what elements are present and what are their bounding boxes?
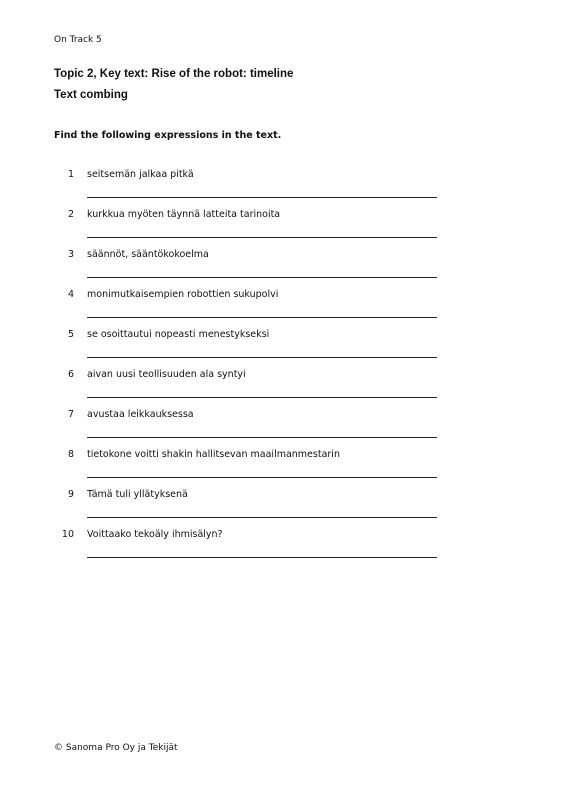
item-number: 1: [67, 169, 74, 180]
answer-line[interactable]: [87, 397, 437, 398]
exercise-item-4: [0, 288, 565, 328]
item-expression: aivan uusi teollisuuden ala syntyi: [87, 369, 246, 380]
item-number: 3: [67, 249, 74, 260]
answer-line[interactable]: [87, 197, 437, 198]
page-header: On Track 5: [54, 35, 102, 45]
exercise-item-2: [0, 208, 565, 248]
copyright-footer: © Sanoma Pro Oy ja Tekijät: [54, 743, 178, 753]
item-expression: Voittaako tekoäly ihmisälyn?: [87, 529, 223, 540]
answer-line[interactable]: [87, 557, 437, 558]
item-number: 5: [67, 329, 74, 340]
exercise-item-3: [0, 248, 565, 288]
answer-line[interactable]: [87, 277, 437, 278]
exercise-item-6: [0, 368, 565, 408]
item-number: 9: [67, 489, 74, 500]
item-expression: se osoittautui nopeasti menestykseksi: [87, 329, 270, 340]
item-expression: seitsemän jalkaa pitkä: [87, 169, 194, 180]
page-title: Topic 2, Key text: Rise of the robot: timeline: [54, 68, 294, 80]
item-expression: monimutkaisempien robottien sukupolvi: [87, 289, 279, 300]
item-number: 10: [61, 529, 74, 540]
item-expression: avustaa leikkauksessa: [87, 409, 194, 420]
answer-line[interactable]: [87, 237, 437, 238]
page-subtitle: Text combing: [54, 89, 128, 101]
exercise-item-9: [0, 488, 565, 528]
item-expression: tietokone voitti shakin hallitsevan maailmanmestarin: [87, 449, 340, 460]
exercise-item-7: [0, 408, 565, 448]
answer-line[interactable]: [87, 477, 437, 478]
exercise-item-10: [0, 528, 565, 568]
instruction-text: Find the following expressions in the text.: [54, 130, 282, 141]
item-number: 8: [67, 449, 74, 460]
answer-line[interactable]: [87, 357, 437, 358]
exercise-item-5: [0, 328, 565, 368]
item-number: 6: [67, 369, 74, 380]
item-expression: Tämä tuli yllätyksenä: [87, 489, 188, 500]
answer-line[interactable]: [87, 437, 437, 438]
exercise-item-1: [0, 168, 565, 208]
answer-line[interactable]: [87, 517, 437, 518]
answer-line[interactable]: [87, 317, 437, 318]
exercise-item-8: [0, 448, 565, 488]
item-number: 4: [67, 289, 74, 300]
item-number: 2: [67, 209, 74, 220]
item-expression: säännöt, sääntökokoelma: [87, 249, 209, 260]
exercise-list: [0, 168, 565, 568]
item-expression: kurkkua myöten täynnä latteita tarinoita: [87, 209, 281, 220]
item-number: 7: [67, 409, 74, 420]
